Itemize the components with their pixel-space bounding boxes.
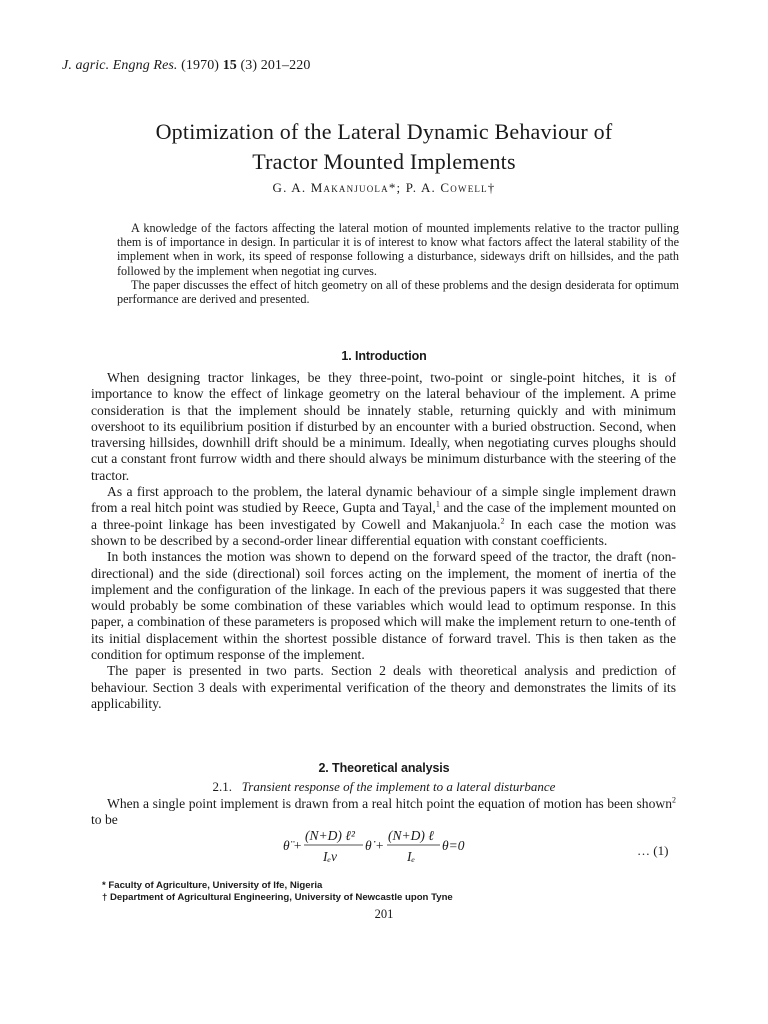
text-run: As a first approach to the problem, the lateral dynamic behaviour of a simple single implement drawn from a real hitch point was studied by Reece, Gupta and Tayal, bbox=[91, 484, 676, 516]
text-run: When a single point implement is drawn from a real hitch point the equation of motion has been shown bbox=[107, 796, 672, 811]
section-heading-introduction: 1. Introduction bbox=[341, 349, 427, 363]
eq-denominator-2: Iₑ bbox=[407, 849, 416, 864]
subsection-number: 2.1. bbox=[212, 779, 233, 794]
eq-denominator-1: Iₑv bbox=[323, 849, 338, 864]
body-paragraph bbox=[91, 484, 676, 549]
reference-marker: 2 bbox=[500, 516, 505, 526]
journal-pages: (3) 201–220 bbox=[240, 58, 311, 73]
eq-plus: + bbox=[293, 838, 303, 853]
eq-plus: + bbox=[375, 838, 385, 853]
abstract bbox=[117, 221, 679, 306]
body-paragraph: The paper is presented in two parts. Section 2 deals with theoretical analysis and prediction of behaviour. Section 3 deals with experimental verification of the theory and demonstrates the limits of its applicability. bbox=[91, 663, 676, 711]
reference-marker: 1 bbox=[435, 499, 440, 509]
eq-numerator-2: (N+D) ℓ bbox=[388, 828, 434, 843]
journal-volume: 15 bbox=[222, 58, 237, 73]
footnote: * Faculty of Agriculture, University of Ife, Nigeria bbox=[102, 880, 323, 891]
text-run: and the case of the implement mounted on a three-point linkage has been investigated by Cowell and Makanjuola. bbox=[91, 500, 676, 532]
footnote: † Department of Agricultural Engineering, University of Newcastle upon Tyne bbox=[102, 892, 453, 904]
equation-1 bbox=[283, 828, 513, 864]
body-paragraph: In both instances the motion was shown to depend on the forward speed of the tractor, the draft (non-directional) and the side (directional) soil forces acting on the implement, the moment of inertia of the implement and the configuration of the linkage. In each of the previous papers it was suggested that there would probably be some combination of these variables which would lead to optimum response. In this paper, a combination of these parameters is proposed which will make the implement return to one-tenth of its initial displacement within the shortest possible distance of forward travel. This is then taken as the condition for optimum response of the implement. bbox=[91, 549, 676, 663]
introduction-body bbox=[91, 370, 676, 712]
journal-year: (1970) bbox=[181, 58, 220, 73]
text-run: In each case the motion was shown to be described by a second-order linear differential equation with constant coefficients. bbox=[91, 516, 676, 548]
eq-theta-dot: θ̇ bbox=[365, 838, 372, 853]
abstract-paragraph: A knowledge of the factors affecting the lateral motion of mounted implements relative to the tractor pulling them is of importance in design. In particular it is of interest to know what factors affect the lateral stability of the implement when in work, its speed of response following a disturbance, sideways drift on hillsides, and the path followed by the implement when negotiat ing curves. bbox=[117, 221, 679, 278]
subsection-heading bbox=[60, 779, 708, 795]
eq-theta-equals-zero: θ=0 bbox=[442, 838, 465, 853]
paper-title bbox=[60, 117, 708, 177]
journal-citation bbox=[62, 58, 310, 74]
subsection-title: Transient response of the implement to a lateral disturbance bbox=[241, 779, 556, 794]
body-paragraph bbox=[91, 796, 676, 829]
body-paragraph: When designing tractor linkages, be they three-point, two-point or single-point hitches, it is of importance to know the effect of linkage geometry on the lateral behaviour of the implement. A prime consideration is that the implement should be innately stable, returning quickly and with minimum overshoot to its equilibrium position if disturbed by an encounter with a buried obstruction. Second, when traversing hillsides, downhill drift should be a minimum. Ideally, when negotiating curves ploughs should cut a constant front furrow width and there should always be minimum disturbance with the steering of the tractor. bbox=[91, 370, 676, 483]
title-line-2: Tractor Mounted Implements bbox=[252, 149, 516, 174]
abstract-paragraph: The paper discusses the effect of hitch geometry on all of these problems and the design desiderata for optimum performance are derived and presented. bbox=[117, 277, 679, 307]
title-line-1: Optimization of the Lateral Dynamic Behaviour of bbox=[155, 119, 613, 144]
page-number: 201 bbox=[374, 907, 394, 921]
footnotes bbox=[102, 880, 662, 904]
journal-name: J. agric. Engng Res. bbox=[62, 58, 178, 73]
eq-numerator-1: (N+D) ℓ² bbox=[305, 828, 355, 843]
theory-body bbox=[91, 796, 676, 829]
equation-number: … (1) bbox=[637, 843, 669, 858]
text-run: to be bbox=[91, 812, 118, 828]
reference-marker: 2 bbox=[672, 795, 676, 805]
authors: G. A. Makanjuola*; P. A. Cowell† bbox=[272, 180, 496, 195]
section-heading-theoretical-analysis: 2. Theoretical analysis bbox=[318, 761, 450, 775]
eq-theta-double-dot: θ̈ bbox=[283, 838, 290, 853]
